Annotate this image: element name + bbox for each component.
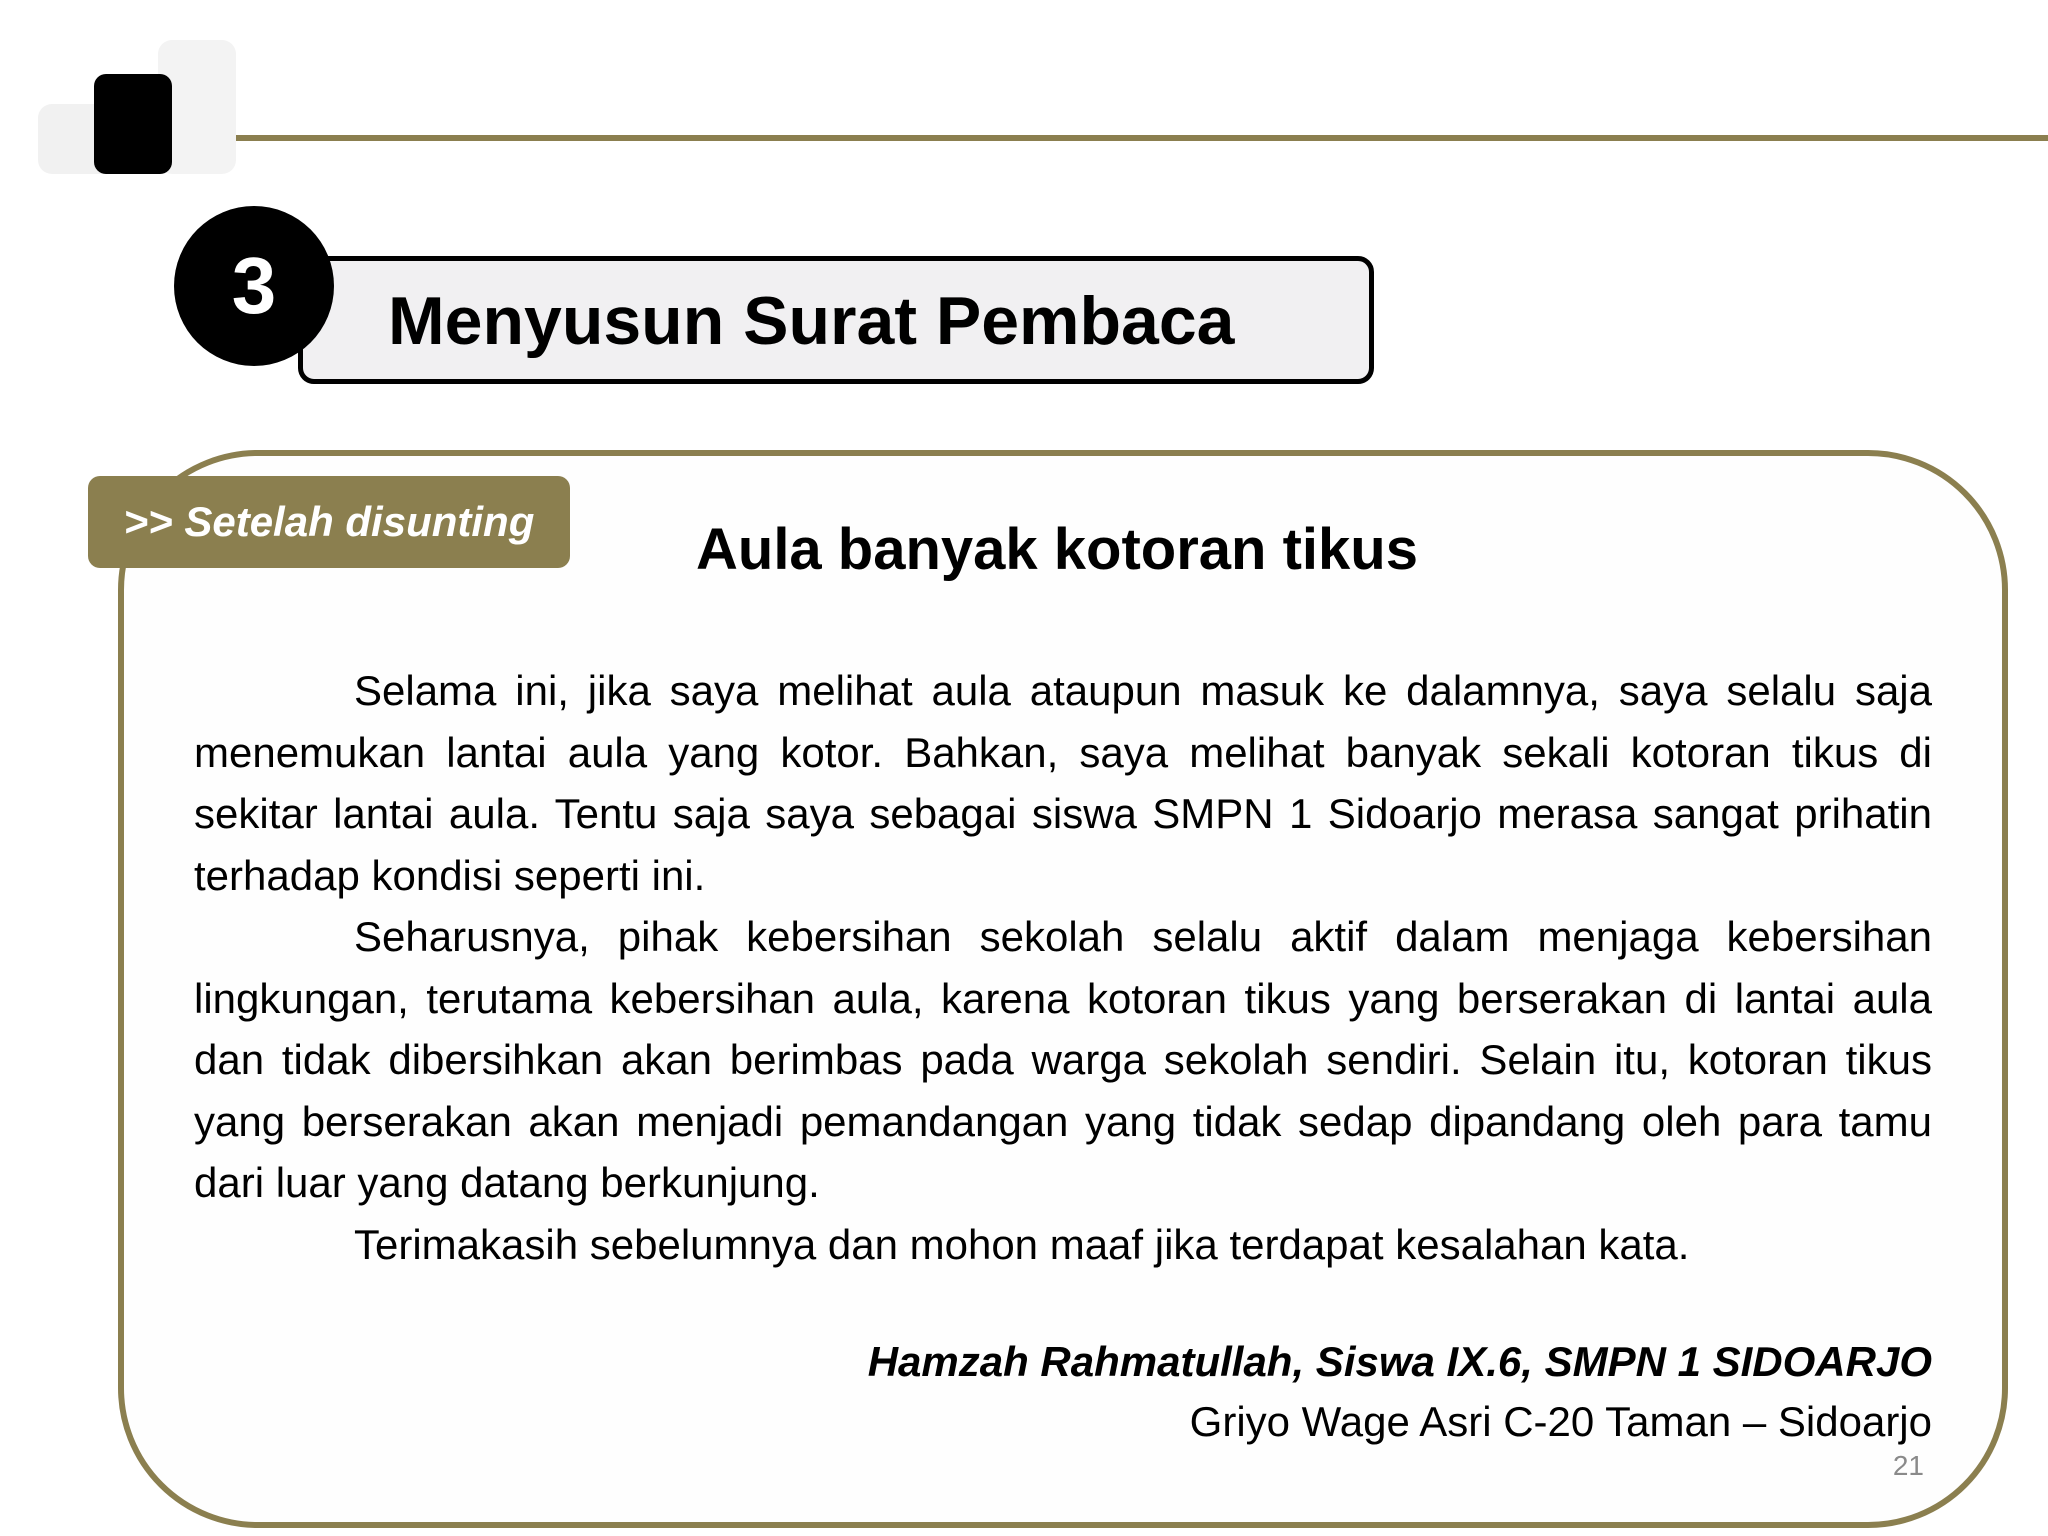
signature-address: Griyo Wage Asri C-20 Taman – Sidoarjo [1189, 1398, 1932, 1445]
letter-paragraph: Seharusnya, pihak kebersihan sekolah selalu aktif dalam menjaga kebersihan lingkungan, terutama kebersihan aula, karena kotoran tikus yang berserakan di lantai aula dan tidak dibersihkan akan berimbas pada warga sekolah sendiri. Selain itu, kotoran tikus yang berserakan akan menjadi pemandangan yang tidak sedap dipandang oleh para tamu dari luar yang datang berkunjung. [194, 913, 1932, 1206]
header-rule [236, 135, 2048, 141]
letter-paragraph: Selama ini, jika saya melihat aula ataupun masuk ke dalamnya, saya selalu saja menemukan lantai aula yang kotor. Bahkan, saya melihat banyak sekali kotoran tikus di sekitar lantai aula. Tentu saja saya sebagai siswa SMPN 1 Sidoarjo merasa sangat prihatin terhadap kondisi seperti ini. [194, 667, 1932, 899]
edited-tag: >> Setelah disunting [88, 476, 570, 568]
section-number-badge: 3 [174, 206, 334, 366]
signature-name: Hamzah Rahmatullah, Siswa IX.6, SMPN 1 SIDOARJO [867, 1338, 1932, 1385]
section-title: Menyusun Surat Pembaca [388, 283, 1235, 359]
letter-paragraph: Terimakasih sebelumnya dan mohon maaf jika terdapat kesalahan kata. [354, 1220, 1690, 1268]
letter-body [194, 660, 1932, 1275]
letter-title: Aula banyak kotoran tikus [696, 517, 1418, 582]
page-number: 21 [1892, 1450, 1924, 1481]
decorative-square-front [94, 74, 172, 174]
